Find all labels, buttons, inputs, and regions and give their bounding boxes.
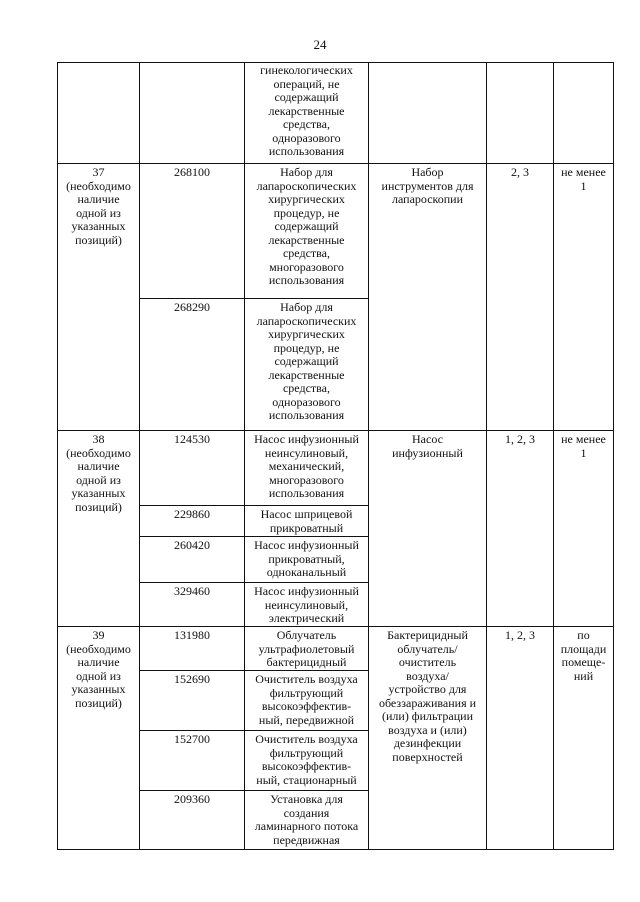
page-number: 24 [313, 37, 327, 52]
subrow-divider [139, 505, 369, 506]
item-code: 329460 [174, 584, 210, 598]
row-divider [57, 626, 614, 627]
item-code: 268100 [174, 165, 210, 179]
item-name: Очиститель воздуха фильтрующий высокоэффектив- ный, передвижной [255, 672, 358, 727]
subrow-divider [139, 536, 369, 537]
subrow-divider [139, 790, 369, 791]
item-name: Установка для создания ламинарного потока передвижная [254, 792, 359, 847]
item-code: 152690 [174, 672, 210, 686]
requirement-codes: 1, 2, 3 [505, 432, 535, 446]
required-quantity: по площади помеще- ний [560, 628, 607, 683]
item-code: 131980 [174, 628, 210, 642]
requirement-codes: 2, 3 [511, 165, 529, 179]
item-name: Насос инфузионный неинсулиновый, электрический [254, 584, 359, 625]
item-code: 260420 [174, 538, 210, 552]
item-name: Облучатель ультрафиолетовый бактерицидный [258, 628, 355, 669]
item-code: 152700 [174, 732, 210, 746]
required-quantity: не менее 1 [561, 432, 606, 460]
table-border-right [613, 62, 614, 850]
equipment-type-name: Насос инфузионный [392, 432, 463, 460]
item-name: Насос шприцевой прикроватный [260, 507, 353, 535]
item-name: Очиститель воздуха фильтрующий высокоэффектив- ный, стационарный [255, 732, 358, 787]
item-name: Набор для лапароскопических хирургических процедур, не содержащий лекарственные средства, одноразового использования [256, 300, 357, 422]
item-name: Насос инфузионный неинсулиновый, механический, многоразового использования [254, 432, 359, 500]
item-name: Набор для лапароскопических хирургических процедур, не содержащий лекарственные средства, многоразового использования [256, 165, 357, 287]
item-code: 229860 [174, 507, 210, 521]
item-code: 268290 [174, 300, 210, 314]
required-quantity: не менее 1 [561, 165, 606, 193]
table-border-bottom [57, 849, 614, 850]
item-code: 124530 [174, 432, 210, 446]
equipment-type-name: Бактерицидный облучатель/ очиститель воздуха/ устройство для обеззараживания и (или) фильтрации воздуха и (или) дезинфекции поверхностей [378, 628, 477, 764]
item-code: 209360 [174, 792, 210, 806]
row-number: 37 (необходимо наличие одной из указанных позиций) [66, 165, 131, 247]
subrow-divider [139, 298, 369, 299]
column-divider [486, 62, 487, 850]
requirement-codes: 1, 2, 3 [505, 628, 535, 642]
subrow-divider [139, 670, 369, 671]
column-divider [139, 62, 140, 850]
equipment-type-name: Набор инструментов для лапароскопии [381, 165, 474, 206]
row-divider [57, 163, 614, 164]
row-divider [57, 430, 614, 431]
item-name: Насос инфузионный прикроватный, одноканальный [254, 538, 359, 579]
row-number: 38 (необходимо наличие одной из указанных позиций) [66, 432, 131, 514]
continued-item-name: гинекологических операций, не содержащий лекарственные средства, одноразового использования [260, 63, 353, 158]
row-number: 39 (необходимо наличие одной из указанных позиций) [66, 628, 131, 710]
subrow-divider [139, 582, 369, 583]
subrow-divider [139, 730, 369, 731]
